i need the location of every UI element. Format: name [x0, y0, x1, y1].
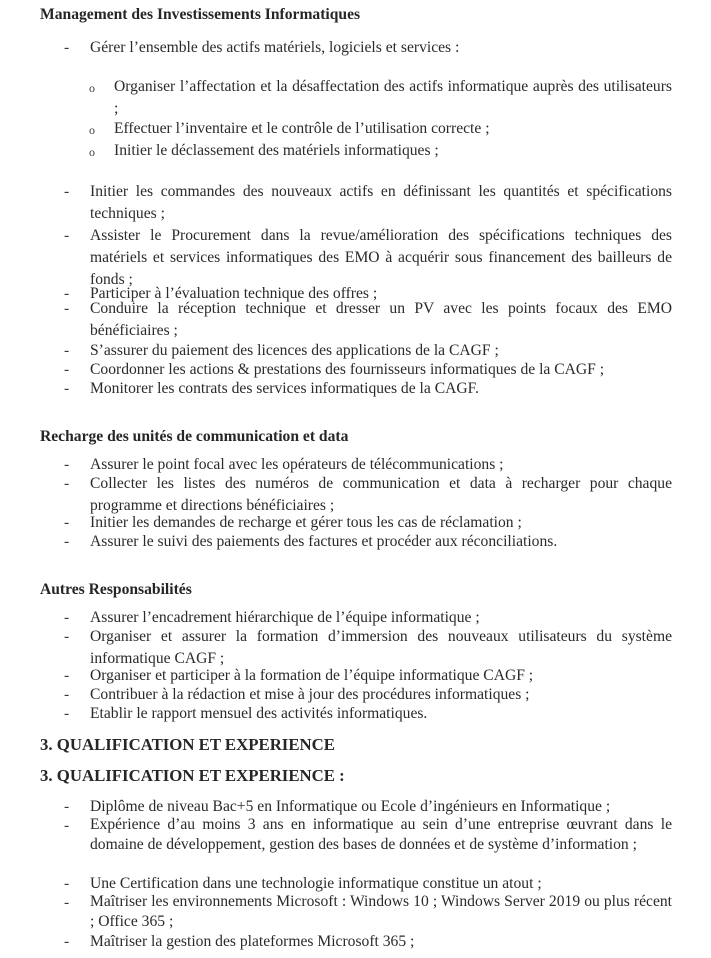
dash-bullet-icon: - [64, 705, 70, 722]
dash-bullet-icon: - [64, 342, 70, 359]
list-item-text: Gérer l’ensemble des actifs matériels, logiciels et services : [90, 39, 460, 56]
list-item-text: Maîtriser la gestion des plateformes Microsoft 365 ; [90, 933, 415, 950]
list-item-text: Initier les demandes de recharge et gérer tous les cas de réclamation ; [90, 514, 522, 531]
section-heading-management: Management des Investissements Informatiques [40, 6, 361, 23]
dash-bullet-icon: - [64, 514, 70, 531]
dash-bullet-icon: - [64, 361, 70, 378]
dash-bullet-icon: - [64, 686, 70, 703]
dash-bullet-icon: - [64, 475, 70, 492]
list-item-text: Assurer le suivi des paiements des factures et procéder aux réconciliations. [90, 533, 558, 550]
list-item-text: Organiser et participer à la formation de l’équipe informatique CAGF ; [90, 667, 534, 684]
list-item-text: Etablir le rapport mensuel des activités informatiques. [90, 705, 428, 722]
list-item-text: Monitorer les contrats des services informatiques de la CAGF. [90, 380, 479, 397]
dash-bullet-icon: - [64, 456, 70, 473]
list-item-text: Assurer le point focal avec les opérateurs de télécommunications ; [90, 456, 504, 473]
circle-bullet-icon: o [89, 123, 95, 137]
sub-list-item-text: Effectuer l’inventaire et le contrôle de l’utilisation correcte ; [114, 120, 490, 137]
list-item-text: Collecter les listes des numéros de communication et data à recharger pour chaque programme et directions bénéficiaires ; [90, 475, 672, 514]
sub-list-item-text: Initier le déclassement des matériels informatiques ; [114, 142, 439, 159]
dash-bullet-icon: - [64, 380, 70, 397]
circle-bullet-icon: o [89, 81, 95, 95]
dash-bullet-icon: - [64, 933, 70, 950]
list-item-text: Conduire la réception technique et dresser un PV avec les points focaux des EMO bénéficiaires ; [90, 300, 672, 339]
list-item-text: Diplôme de niveau Bac+5 en Informatique ou Ecole d’ingénieurs en Informatique ; [90, 798, 611, 815]
section-heading-recharge: Recharge des unités de communication et data [40, 428, 349, 445]
dash-bullet-icon: - [64, 875, 70, 892]
list-item-text: Participer à l’évaluation technique des offres ; [90, 285, 378, 302]
list-item-text: Expérience d’au moins 3 ans en informatique au sein d’une entreprise œuvrant dans le domaine de développement, gestion des bases de données et de système d’information ; [90, 816, 672, 853]
section-heading-autres: Autres Responsabilités [40, 581, 192, 598]
dash-bullet-icon: - [64, 609, 70, 626]
dash-bullet-icon: - [64, 533, 70, 550]
dash-bullet-icon: - [64, 667, 70, 684]
dash-bullet-icon: - [64, 227, 70, 244]
section-heading-qualification-repeat: 3. QUALIFICATION ET EXPERIENCE : [40, 766, 345, 785]
list-item-text: Assurer l’encadrement hiérarchique de l’équipe informatique ; [90, 609, 480, 626]
dash-bullet-icon: - [64, 628, 70, 645]
dash-bullet-icon: - [64, 183, 70, 200]
circle-bullet-icon: o [89, 145, 95, 159]
list-item-text: Maîtriser les environnements Microsoft : Windows 10 ; Windows Server 2019 ou plus récent ; Office 365 ; [90, 893, 672, 930]
list-item-text: S’assurer du paiement des licences des applications de la CAGF ; [90, 342, 499, 359]
list-item-text: Une Certification dans une technologie informatique constitue un atout ; [90, 875, 542, 892]
dash-bullet-icon: - [64, 285, 70, 302]
dash-bullet-icon: - [64, 300, 70, 317]
list-item-text: Coordonner les actions & prestations des fournisseurs informatiques de la CAGF ; [90, 361, 605, 378]
dash-bullet-icon: - [64, 894, 70, 911]
list-item-text: Organiser et assurer la formation d’immersion des nouveaux utilisateurs du système informatique CAGF ; [90, 628, 672, 667]
dash-bullet-icon: - [64, 798, 70, 815]
dash-bullet-icon: - [64, 39, 70, 56]
dash-bullet-icon: - [64, 817, 70, 834]
section-heading-qualification: 3. QUALIFICATION ET EXPERIENCE [40, 735, 335, 754]
list-item-text: Initier les commandes des nouveaux actifs en définissant les quantités et spécifications techniques ; [90, 183, 672, 222]
list-item-text: Contribuer à la rédaction et mise à jour des procédures informatiques ; [90, 686, 530, 703]
list-item-text: Assister le Procurement dans la revue/amélioration des spécifications techniques des matériels et services informatiques des EMO à acquérir sous financement des bailleurs de fonds ; [90, 227, 672, 288]
sub-list-item-text: Organiser l’affectation et la désaffectation des actifs informatique auprès des utilisateurs ; [114, 78, 672, 117]
